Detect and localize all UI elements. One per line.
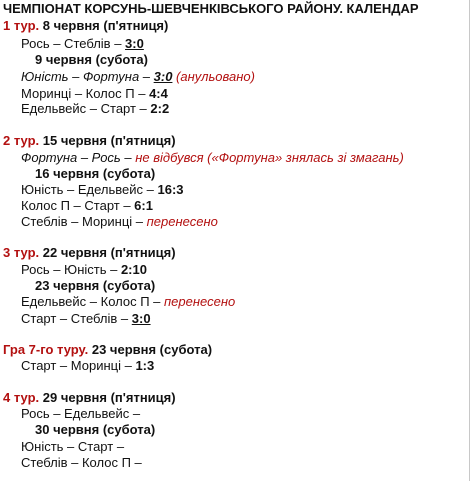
match-teams: Едельвейс – Старт –	[21, 101, 151, 116]
round-3-header	[3, 245, 176, 260]
match-row	[21, 182, 184, 197]
match-row	[21, 214, 218, 229]
round-1-subdate: 9 червня (субота)	[35, 52, 148, 67]
match-note: не відбувся («Фортуна» знялась зі змагань)	[135, 150, 404, 165]
match-note: (анульовано)	[172, 69, 255, 84]
match-teams: Моринці – Колос П –	[21, 86, 150, 101]
round-4-label: 4 тур.	[3, 390, 40, 405]
round-7-date: 23 червня (субота)	[88, 342, 213, 357]
round-3-label: 3 тур.	[3, 245, 40, 260]
round-4-date: 29 червня (п'ятниця)	[39, 390, 176, 405]
match-teams: Рось – Юність –	[21, 262, 121, 277]
match-teams: Колос П – Старт –	[21, 198, 135, 213]
match-teams: Стеблів – Колос П –	[21, 455, 142, 470]
match-score: 16:3	[157, 182, 184, 197]
match-row	[21, 262, 147, 277]
match-row	[21, 198, 153, 213]
match-teams: Юність – Едельвейс –	[21, 182, 158, 197]
match-row	[21, 439, 124, 454]
match-teams: Юність – Старт –	[21, 439, 125, 454]
match-score: 2:10	[120, 262, 147, 277]
match-row	[21, 311, 151, 326]
match-teams: Стеблів – Моринці –	[21, 214, 147, 229]
round-3-date: 22 червня (п'ятниця)	[39, 245, 176, 260]
match-note: перенесено	[146, 214, 218, 229]
match-score: 6:1	[134, 198, 153, 213]
match-score: 2:2	[150, 101, 170, 116]
match-row	[21, 101, 169, 116]
match-row	[21, 455, 142, 470]
match-teams: Старт – Моринці –	[21, 358, 136, 373]
round-1-header	[3, 18, 168, 33]
match-score: 3:0	[131, 311, 151, 326]
match-row	[21, 294, 235, 309]
round-3-subdate: 23 червня (субота)	[35, 278, 156, 293]
match-teams: Фортуна – Рось –	[21, 150, 136, 165]
match-score: 4:4	[149, 86, 168, 101]
match-score: 1:3	[135, 358, 155, 373]
round-2-header	[3, 133, 176, 148]
round-4-subdate: 30 червня (субота)	[35, 422, 156, 437]
match-teams: Юність – Фортуна –	[21, 69, 154, 84]
match-score: 3:0	[125, 36, 144, 51]
match-row	[21, 86, 168, 101]
match-row	[21, 69, 255, 84]
round-1-label: 1 тур.	[3, 18, 40, 33]
match-score: 3:0	[153, 69, 173, 84]
round-2-date: 15 червня (п'ятниця)	[39, 133, 176, 148]
match-teams: Рось – Стеблів –	[21, 36, 126, 51]
match-row	[21, 150, 404, 165]
match-note: перенесено	[164, 294, 236, 309]
match-teams: Едельвейс – Колос П –	[21, 294, 165, 309]
match-teams: Старт – Стеблів –	[21, 311, 132, 326]
match-row	[21, 406, 140, 421]
page-title: ЧЕМПІОНАТ КОРСУНЬ-ШЕВЧЕНКІВСЬКОГО РАЙОНУ. КАЛЕНДАР	[3, 1, 419, 16]
match-row	[21, 358, 154, 373]
round-1-date: 8 червня (п'ятниця)	[39, 18, 169, 33]
right-border	[469, 0, 470, 481]
round-7-header	[3, 342, 212, 357]
match-row	[21, 36, 144, 51]
round-2-subdate: 16 червня (субота)	[35, 166, 156, 181]
match-teams: Рось – Едельвейс –	[21, 406, 141, 421]
round-7-label: Гра 7-го туру.	[3, 342, 89, 357]
round-4-header	[3, 390, 176, 405]
round-2-label: 2 тур.	[3, 133, 40, 148]
